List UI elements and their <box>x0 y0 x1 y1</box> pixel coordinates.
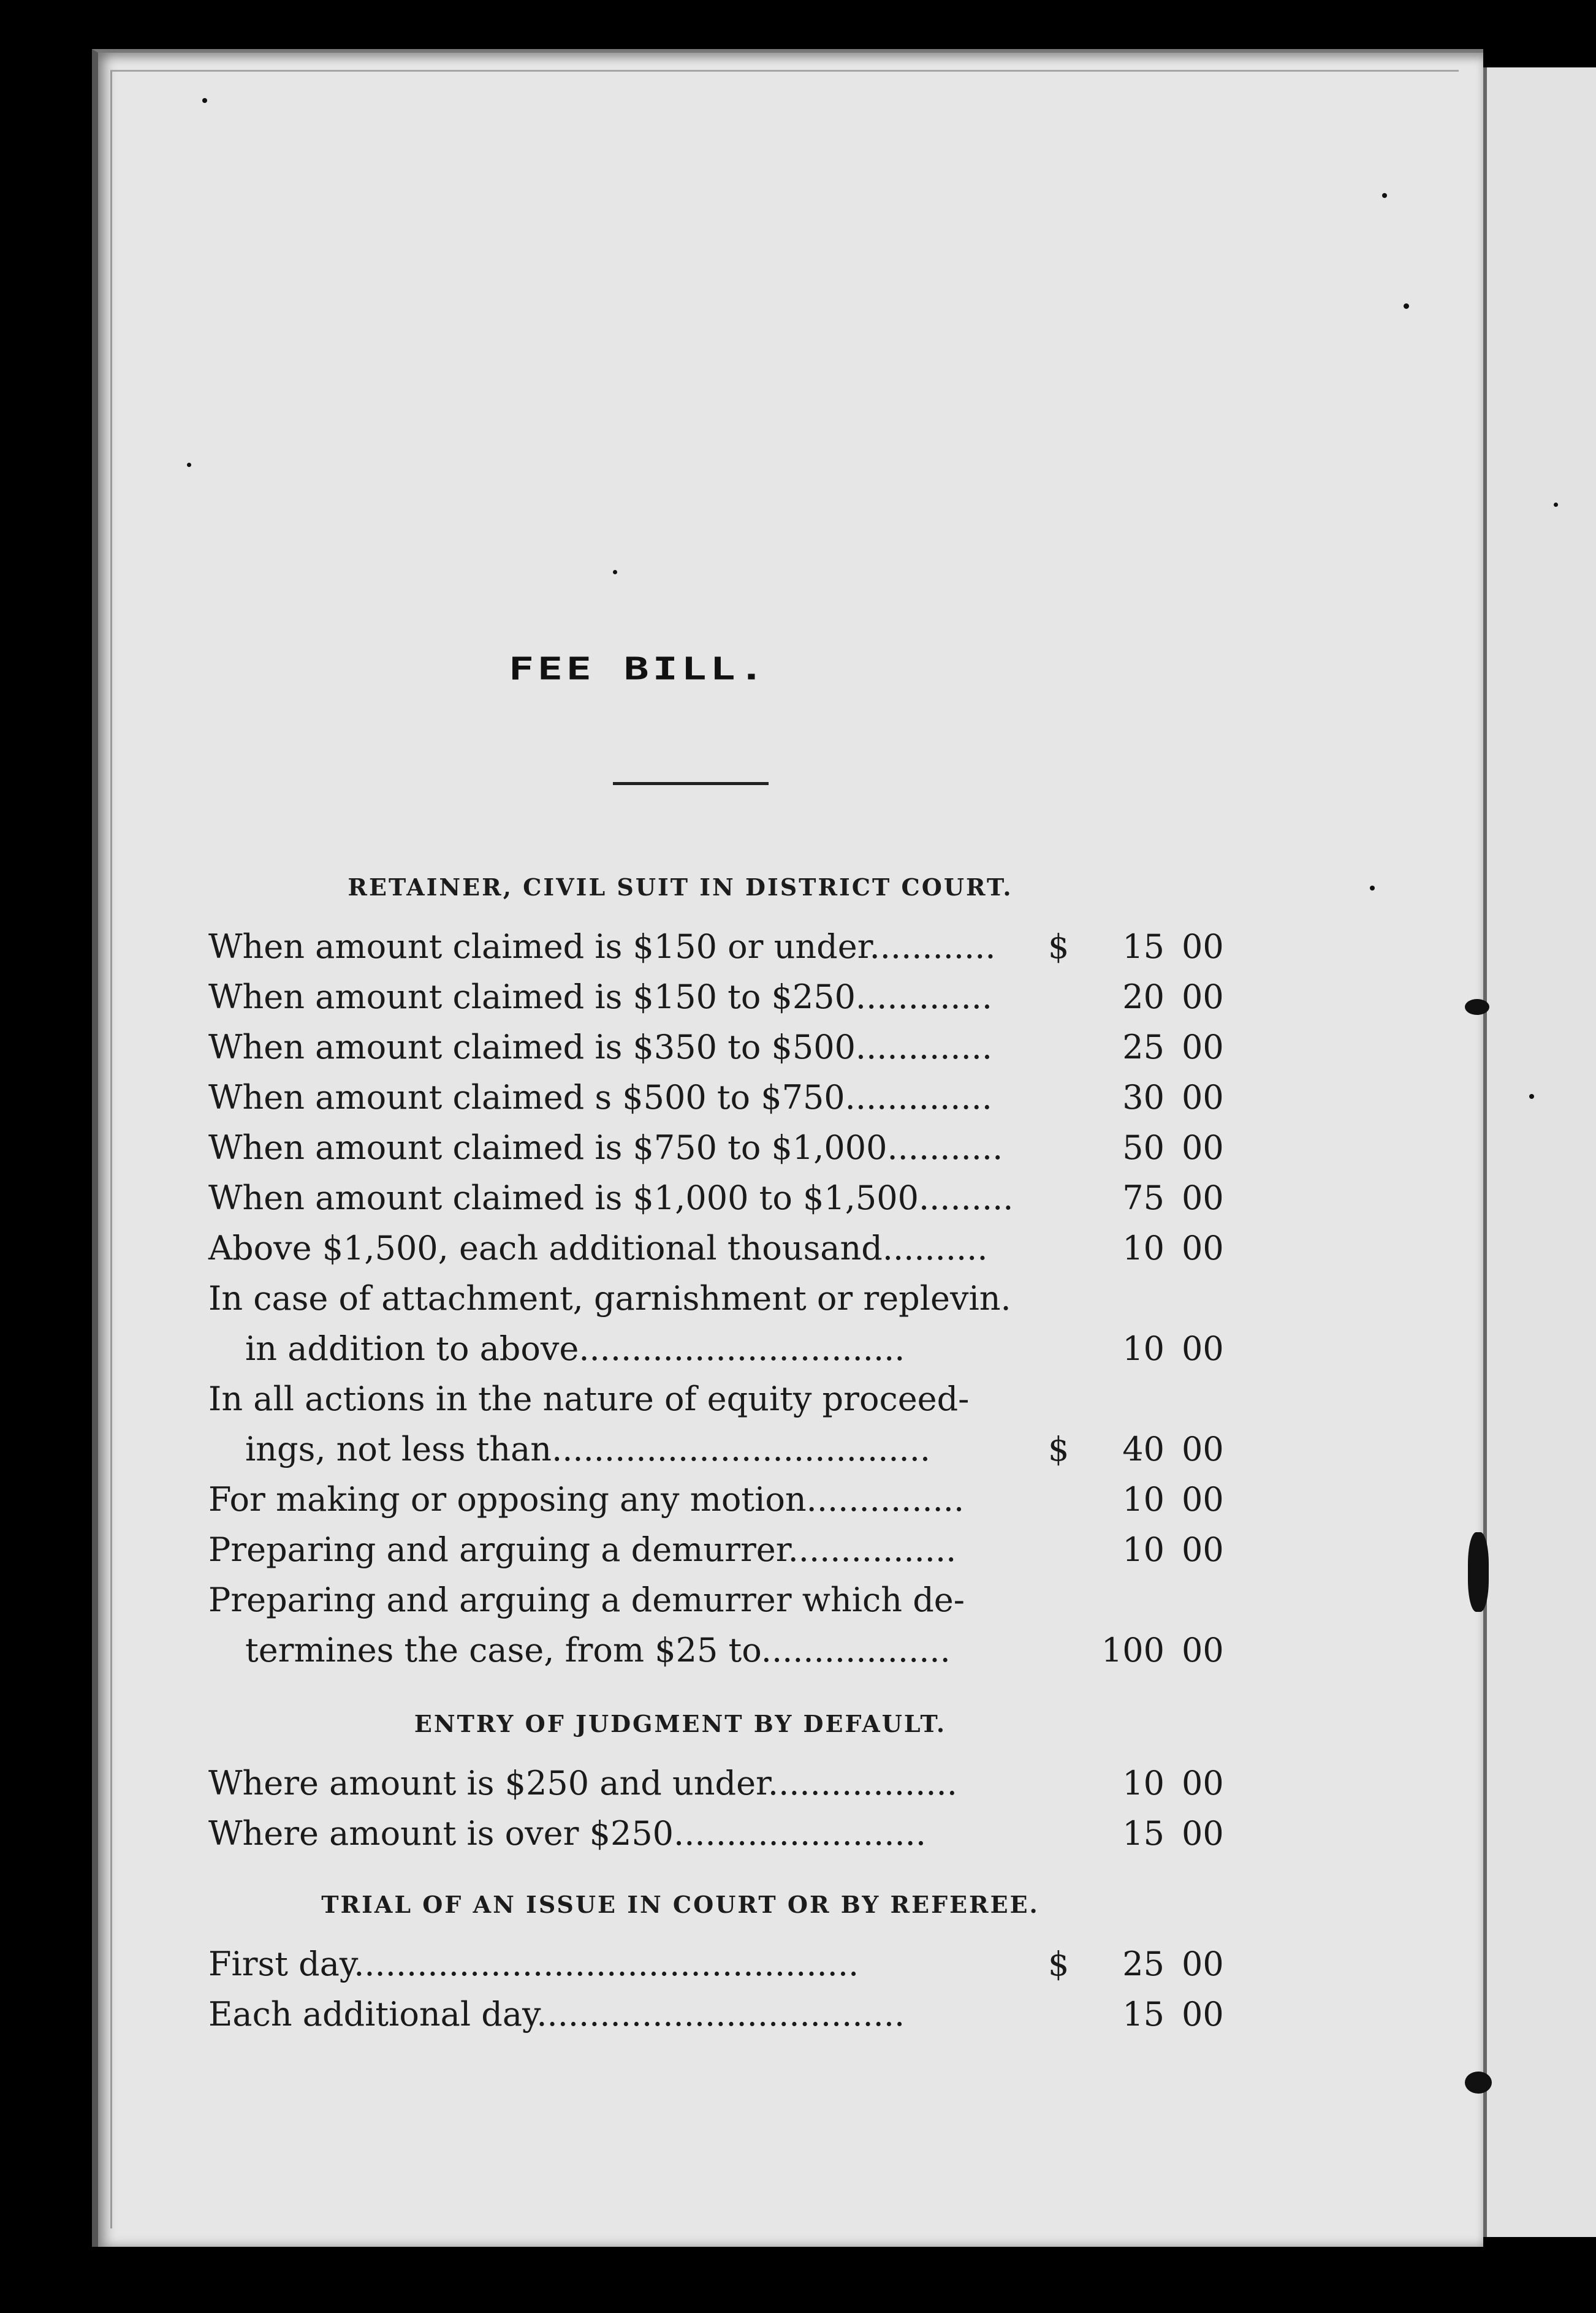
fee-dollars: 50 <box>1122 1128 1165 1167</box>
fee-dollars: 20 <box>1122 978 1165 1016</box>
fee-dollars: 25 <box>1122 1028 1165 1066</box>
scan-speck <box>1465 2072 1492 2094</box>
fee-cents: 00 <box>1182 1229 1224 1267</box>
fee-cents: 00 <box>1182 1530 1224 1569</box>
fee-description: In case of attachment, garnishment or replevin. <box>208 1279 1011 1318</box>
fee-cents: 00 <box>1182 927 1224 966</box>
fee-description: Preparing and arguing a demurrer................ <box>208 1530 957 1569</box>
fee-row <box>208 1525 1224 1574</box>
scan-speck <box>613 570 617 574</box>
fee-description: First day................................................ <box>208 1945 859 1983</box>
fee-cents: 00 <box>1182 1995 1224 2034</box>
fee-dollars: 40 <box>1122 1430 1165 1468</box>
fee-description: For making or opposing any motion............... <box>208 1480 965 1519</box>
fee-description: Above $1,500, each additional thousand.......... <box>208 1229 988 1267</box>
fee-dollars: 10 <box>1122 1229 1165 1267</box>
fee-dollars: 25 <box>1122 1945 1165 1983</box>
dollar-sign: $ <box>1048 1430 1070 1468</box>
section-heading: TRIAL OF AN ISSUE IN COURT OR BY REFEREE. <box>321 1891 1039 1918</box>
scan-speck <box>202 98 207 103</box>
fee-row <box>208 1990 1224 2039</box>
fee-description: When amount claimed s $500 to $750.............. <box>208 1078 992 1117</box>
fee-description: When amount claimed is $150 to $250............. <box>208 978 993 1016</box>
fee-cents: 00 <box>1182 1329 1224 1368</box>
fee-row <box>208 1375 1189 1424</box>
fee-dollars: 10 <box>1122 1329 1165 1368</box>
fee-row <box>208 973 1224 1022</box>
fee-dollars: 30 <box>1122 1078 1165 1117</box>
fee-description: in addition to above............................... <box>245 1329 905 1368</box>
scan-speck <box>1382 193 1387 198</box>
fee-cents: 00 <box>1182 1179 1224 1217</box>
fee-description: Preparing and arguing a demurrer which de- <box>208 1581 965 1619</box>
fee-dollars: 10 <box>1122 1764 1165 1802</box>
fee-row <box>208 1324 1224 1373</box>
fee-cents: 00 <box>1182 1430 1224 1468</box>
fee-cents: 00 <box>1182 1945 1224 1983</box>
fee-description: When amount claimed is $750 to $1,000........... <box>208 1128 1003 1167</box>
fee-cents: 00 <box>1182 1480 1224 1519</box>
fee-description: In all actions in the nature of equity proceed- <box>208 1380 970 1418</box>
scan-speck <box>1404 303 1409 309</box>
fee-row <box>208 1123 1224 1172</box>
fee-dollars: 10 <box>1122 1530 1165 1569</box>
dollar-sign: $ <box>1048 927 1070 966</box>
fee-cents: 00 <box>1182 1078 1224 1117</box>
fee-description: Where amount is $250 and under.................. <box>208 1764 957 1802</box>
fee-dollars: 15 <box>1122 1814 1165 1853</box>
fee-row <box>208 1224 1224 1273</box>
fee-cents: 00 <box>1182 1128 1224 1167</box>
scan-speck <box>1529 1094 1534 1099</box>
fee-cents: 00 <box>1182 978 1224 1016</box>
fee-row <box>208 1274 1189 1323</box>
fee-row <box>208 1809 1224 1858</box>
fee-dollars: 75 <box>1122 1179 1165 1217</box>
document-title: FEE BILL. <box>509 651 768 688</box>
scan-speck <box>1468 1532 1489 1612</box>
fee-description: Each additional day................................... <box>208 1995 905 2034</box>
scan-speck <box>1554 503 1558 507</box>
scan-speck <box>187 463 191 467</box>
fee-row <box>208 1174 1224 1223</box>
section-heading: RETAINER, CIVIL SUIT IN DISTRICT COURT. <box>348 873 1013 901</box>
facing-page-edge <box>1483 67 1596 2237</box>
fee-cents: 00 <box>1182 1814 1224 1853</box>
fee-row <box>208 1940 1224 1989</box>
title-rule <box>613 782 769 785</box>
dollar-sign: $ <box>1048 1945 1070 1983</box>
scan-speck <box>1465 999 1489 1015</box>
section-heading: ENTRY OF JUDGMENT BY DEFAULT. <box>414 1710 947 1738</box>
fee-description: termines the case, from $25 to.................. <box>245 1631 951 1669</box>
fee-dollars: 10 <box>1122 1480 1165 1519</box>
fee-row <box>208 1626 1224 1675</box>
fee-row <box>208 1425 1224 1474</box>
scan-speck <box>1370 886 1375 891</box>
fee-description: When amount claimed is $350 to $500............. <box>208 1028 993 1066</box>
fee-row <box>208 1475 1224 1524</box>
fee-cents: 00 <box>1182 1028 1224 1066</box>
fee-dollars: 100 <box>1101 1631 1165 1669</box>
fee-dollars: 15 <box>1122 1995 1165 2034</box>
fee-row <box>208 1073 1224 1122</box>
fee-description: When amount claimed is $1,000 to $1,500......... <box>208 1179 1014 1217</box>
fee-cents: 00 <box>1182 1631 1224 1669</box>
fee-dollars: 15 <box>1122 927 1165 966</box>
fee-description: When amount claimed is $150 or under............ <box>208 927 996 966</box>
fee-row <box>208 1576 1189 1625</box>
fee-row <box>208 1759 1224 1808</box>
fee-description: Where amount is over $250........................ <box>208 1814 926 1853</box>
fee-row <box>208 922 1224 971</box>
fee-row <box>208 1023 1224 1072</box>
fee-cents: 00 <box>1182 1764 1224 1802</box>
fee-description: ings, not less than.................................... <box>245 1430 931 1468</box>
